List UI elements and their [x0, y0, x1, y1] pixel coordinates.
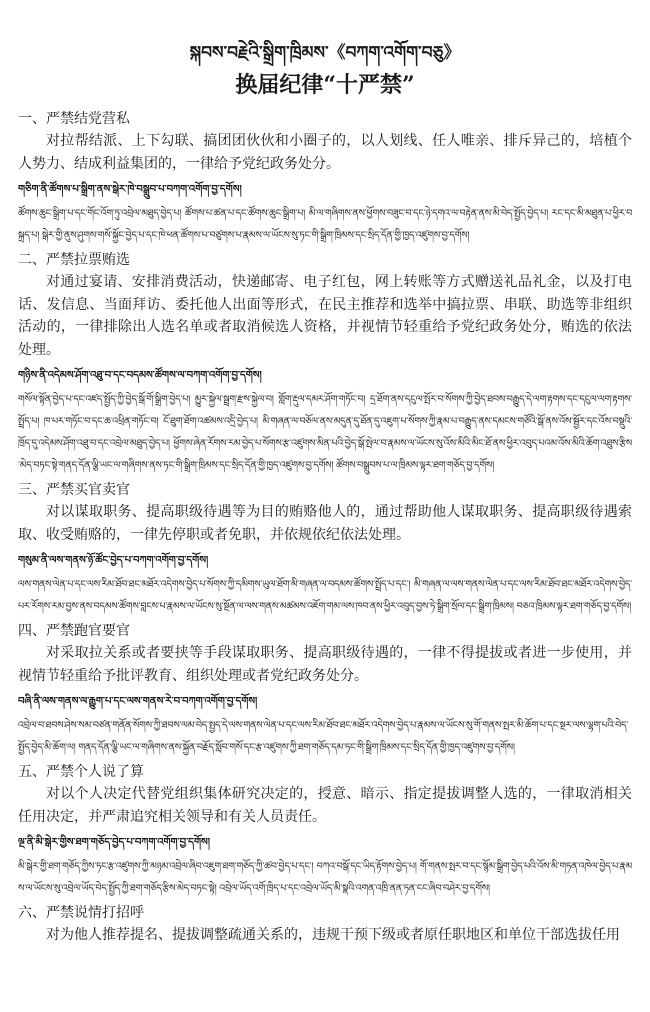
section-heading: 六、严禁说情打招呼	[18, 905, 144, 921]
chinese-title: 换届纪律“十严禁”	[235, 72, 415, 98]
section-chinese-text: 对采取拉关系或者要挟等手段谋取职务、提高职级待遇的，一律不得提拔或者进一步使用，并视情节轻重给予批评教育、组织处理或者党纪政务处分。	[18, 645, 632, 684]
section-tibetan-heading: བཞི་ནི་ལས་གནས་ལ་རྒྱུག་པ་དང་ལས་གནས་རེ་བ་བཀག་འགོག་བྱ་དགོས།	[18, 696, 258, 707]
section-chinese-text: 对通过宴请、安排消费活动，快递邮寄、电子红包，网上转账等方式赠送礼品礼金，以及打电话、发信息、当面拜访、委托他人出面等形式，在民主推荐和选举中搞拉票、串联、助选等非组织活动的，一律排除出人选名单或者取消候选人资格，并视情节轻重给予党纪政务处分，贿选的依法处理。	[18, 274, 632, 358]
section-heading: 三、严禁买官卖官	[18, 482, 130, 498]
section-chinese-text: 对拉帮结派、上下勾联、搞团团伙伙和小圈子的，以人划线、任人唯亲、排斥异己的，培植个人势力、结成利益集团的，一律给予党纪政务处分。	[18, 133, 632, 172]
section-heading: 四、严禁跑官要官	[18, 623, 130, 639]
section-heading: 一、严禁结党营私	[18, 111, 130, 127]
section-1	[18, 108, 632, 247]
section-tibetan-heading: གསུམ་ནི་ལས་གནས་ཉོ་ཚོང་བྱེད་པ་བཀག་འགོག་བྱ་དགོས།	[18, 555, 209, 566]
section-chinese-text: 对为他人推荐提名、提拔调整疏通关系的，违规干预下级或者原任职地区和单位干部选拔任用	[46, 927, 620, 943]
section-6	[18, 902, 632, 947]
section-3	[18, 479, 632, 618]
section-chinese-text: 对以个人决定代替党组织集体研究决定的，授意、暗示、指定提拔调整人选的，一律取消相关任用决定，并严肃追究相关领导和有关人员责任。	[18, 786, 632, 825]
tibetan-title: སྐབས་བརྗེའི་སྒྲིག་ཁྲིམས་《བཀག་འགོག་བཅུ》	[189, 43, 461, 63]
section-4	[18, 620, 632, 759]
section-5	[18, 761, 632, 900]
section-heading: 二、严禁拉票贿选	[18, 252, 130, 268]
section-tibetan-text: འབྲེལ་བ་ཐབས་ཤེས་སམ་བཙན་གནོན་སོགས་ཀྱི་ཐབས་ལམ་བེད་སྤྱད་དེ་ལས་གནས་ལེན་པ་དང་ལས་རིམ་ཐོབ་ཐང་མཐོར་འདེགས་བྱེད་པ་རྣམས་ལ་ཡོངས་སུ་གོ་གནས་སྤར་མི་ཆོག་པ་དང་སྔར་ལས་ལྷག་པའི་བེད་སྤྱོད་བྱེད་མི་ཆོག་ལ། གནད་དོན་ལྕི་ཡང་ལ་གཞིགས་ནས་སྐྱོན་བརྗོད་སློབ་གསོ་དང་རྩ་འཛུགས་ཀྱི་ཐག་གཅོད་དམ་ཏང་གི་སྒྲིག་ཁྲིམས་དང་སྲིད་དོན་གྱི་ཁྱད་འཛུགས་བྱ་དགོས།	[18, 720, 629, 753]
section-heading: 五、严禁个人说了算	[18, 764, 144, 780]
section-2	[18, 249, 632, 477]
section-tibetan-heading: གཉིས་ནི་འདེམས་ཤོག་འཐུ་བ་དང་བདམས་ཚོགས་ལ་བཀག་འགོག་བྱ་དགོས།	[18, 370, 262, 381]
section-tibetan-text: གསོལ་སྟོན་བྱེད་པ་དང་འཛད་སྤྱོད་ཀྱི་བྱེད་སྒོ་གོ་སྒྲིག་བྱེད་པ། མྱུར་སྐྱེལ་སྦྲག་རྫས་སྐྱེལ་བ། གློག་རྡུལ་དམར་ཤོག་གཏོང་བ། དྲ་ཐོག་ནས་དངུལ་སྤོར་བ་སོགས་ཀྱི་བྱེད་ཐབས་བརྒྱུད་དེ་ལག་རྟགས་དང་དངུལ་ལག་རྟགས་སྤྲོད་པ། ཁ་པར་གཏོང་བ་དང་ཆ་འཕྲིན་གཏོང་བ། ངོ་ཐུག་ཐོག་འཚམས་འདྲི་བྱེད་པ། མི་གཞན་ལ་བཅོལ་ནས་མདུན་དུ་ཐོན་དུ་འཇུག་པ་སོགས་ཀྱི་རྣམ་པ་བརྒྱུད་ནས་དམངས་གཙོའི་སྒོ་ནས་འོས་སྦྱོར་དང་འོས་བསྡུའི་ཁྲོད་དུ་འདེམས་ཤོག་འཐུ་བ་དང་འབྲེལ་མཐུད་བྱེད་པ། ཕྱོགས་ཞེན་རོགས་རམ་བྱེད་པ་སོགས་རྩ་འཛུགས་མིན་པའི་བྱེད་སྒོ་སྤེལ་བ་རྣམས་ལ་ཡོངས་སུ་འོས་མིའི་མིང་ཐོ་ནས་ཕྱིར་འབུད་པའམ་འོས་མིའི་ཆོག་འཐུས་རྩིས་མེད་བཏང་སྟེ་གནད་དོན་ལྕི་ཡང་ལ་གཞིགས་ནས་ཏང་གི་སྒྲིག་ཁྲིམས་དང་སྲིད་དོན་གྱི་ཁྱད་འཛུགས་བྱ་དགོས། ཚོགས་བསྒྲུབས་པ་ལ་ཁྲིམས་ལྟར་ཐག་གཅོད་བྱ་དགོས།	[18, 394, 632, 471]
section-tibetan-text: ལས་གནས་ལེན་པ་དང་ལས་རིམ་ཐོབ་ཐང་མཐོར་འདེགས་བྱེད་པ་སོགས་ཀྱི་དམིགས་ཡུལ་ཐོག་མི་གཞན་ལ་བདམས་ཚོགས་སྤྲོད་པ་དང་། མི་གཞན་ལ་ལས་གནས་ལེན་པ་དང་ལས་རིམ་ཐོབ་ཐང་མཐོར་འདེགས་བྱེད་པར་རོགས་རམ་བྱས་ནས་བདམས་ཚོགས་བླངས་པ་རྣམས་ལ་ཡོངས་སུ་སྔོན་ལ་ལས་གནས་མཚམས་འཇོག་གམ་ལས་ཁབ་ནས་ཕྱིར་འབུད་བྱས་ཏེ་སྒྲིག་སྲོལ་དང་སྒྲིག་ཁྲིམས། བཅའ་ཁྲིམས་ལྟར་ཐག་གཅོད་བྱ་དགོས།	[18, 579, 632, 612]
section-chinese-text: 对以谋取职务、提高职级待遇等为目的贿赂他人的，通过帮助他人谋取职务、提高职级待遇索取、收受贿赂的，一律先停职或者免职，并依规依纪依法处理。	[18, 504, 632, 543]
section-tibetan-text: མི་སྒེར་གྱི་ཐག་གཅོད་ཀྱིས་ཏང་རྩ་འཛུགས་ཀྱི་མཉམ་འབྲེལ་ཞིབ་འཇུག་ཐག་གཅོད་ཀྱི་ཚབ་བྱེད་པ་དང་། བཀའ་བསྒོ་དང་ཡིད་རྟོགས་བྱེད་པ། གོ་གནས་སྤར་བ་དང་སྙོམ་སྒྲིག་བྱེད་པའི་འོས་མི་གཏན་འཁེལ་བྱེད་པ་རྣམས་ལ་ཡོངས་སུ་འབྲེལ་ཡོད་བེད་སྤྱོད་ཀྱི་ཐག་གཅོད་རྩིས་མེད་བཏང་སྟེ། འབྲེལ་ཡོད་འགོ་ཁྲིད་པ་དང་འབྲེལ་ཡོད་མི་སྣའི་འགན་འཁྲི་ནན་ཏན་ངང་ཞིབ་བཤེར་བྱ་དགོས།	[18, 861, 632, 894]
section-tibetan-text: ཚོགས་ཆུང་སྒྲིག་པ་དང་གོང་འོག་ཏུ་འབྲེལ་མཐུད་བྱེད་པ། ཚོགས་པ་ཚན་པ་དང་ཚོགས་ཆུང་སྒྲིག་པ། མི་ལ་གཞིགས་ནས་ཕྱོགས་བཟུང་བ་དང་ཉེ་དགའ་ལ་བརྟེན་ནས་མི་བེད་སྤྱོད་བྱེད་པ། རང་དང་མི་མཐུན་པ་ཕྱིར་བསྐྲད་པ། སྒེར་གྱི་ནུས་ཤུགས་གསོ་སྐྱོང་བྱེད་པ་དང་ཁེ་ཕན་ཚོགས་པ་བཙུགས་པ་རྣམས་ལ་ཡོངས་སུ་ཏང་གི་སྒྲིག་ཁྲིམས་དང་སྲིད་དོན་གྱི་ཁྱད་འཛུགས་བྱ་དགོས།	[18, 208, 632, 241]
section-tibetan-heading: ལྔ་ནི་མི་སྒེར་གྱིས་ཐག་གཅོད་བྱེད་པ་བཀག་འགོག་བྱ་དགོས།	[18, 837, 210, 848]
section-tibetan-heading: གཅིག་ནི་ཚོགས་པ་སྒྲིག་ནས་སྒེར་ཁེ་བསྒྲུབ་པ་བཀག་འགོག་བྱ་དགོས།	[18, 184, 242, 195]
